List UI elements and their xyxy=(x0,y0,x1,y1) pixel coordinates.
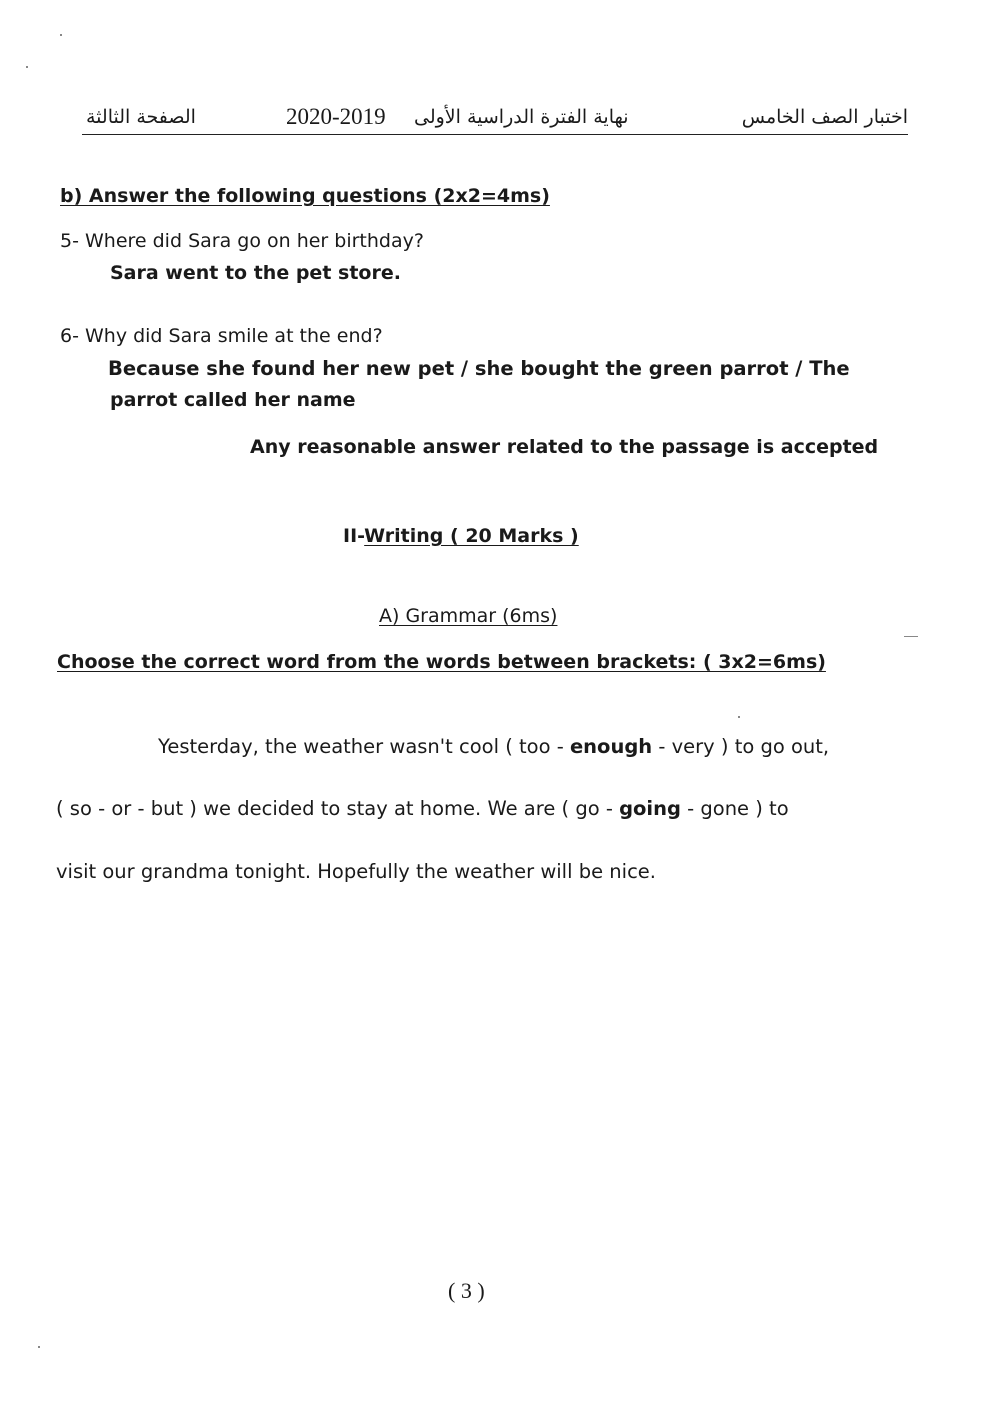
part-b-title: b) Answer the following questions (2x2=4ms) xyxy=(60,185,550,207)
line-1-after: - very ) to go out, xyxy=(652,735,830,758)
grammar-title: A) Grammar (6ms) xyxy=(379,605,558,627)
answer-6-line-1: Because she found her new pet / she bought the green parrot / The xyxy=(108,357,850,380)
writing-title: Writing ( 20 Marks ) xyxy=(364,525,579,547)
answer-5: Sara went to the pet store. xyxy=(110,262,401,284)
grammar-line-1 xyxy=(158,735,829,758)
answer-6-line-2: parrot called her name xyxy=(110,389,356,411)
grammar-line-2 xyxy=(56,797,789,820)
scan-speck xyxy=(738,716,740,718)
marking-note: Any reasonable answer related to the passage is accepted xyxy=(250,436,879,458)
grammar-line-3: visit our grandma tonight. Hopefully the weather will be nice. xyxy=(56,860,656,883)
page-label: الصفحة الثالثة xyxy=(86,106,196,128)
exam-title: اختبار الصف الخامس xyxy=(741,106,908,128)
scan-speck xyxy=(26,66,28,68)
line-2-after: - gone ) to xyxy=(680,797,789,820)
scan-speck xyxy=(904,636,918,637)
header-rule xyxy=(82,134,908,135)
answer-going: going xyxy=(619,797,681,820)
page-number: ( 3 ) xyxy=(448,1278,485,1303)
line-2-before: ( so - or - but ) we decided to stay at home. We are ( go - xyxy=(56,797,620,820)
answer-enough: enough xyxy=(569,735,653,758)
scan-speck xyxy=(38,1346,40,1348)
school-year: 2020-2019 xyxy=(286,104,386,129)
scan-speck xyxy=(60,34,62,36)
writing-heading xyxy=(343,525,579,547)
line-1-before: Yesterday, the weather wasn't cool ( too - xyxy=(158,735,570,758)
term-label: نهاية الفترة الدراسية الأولى xyxy=(414,106,629,128)
question-5: 5- Where did Sara go on her birthday? xyxy=(60,230,424,252)
writing-prefix: II- xyxy=(343,525,365,547)
question-6: 6- Why did Sara smile at the end? xyxy=(60,325,383,347)
grammar-instruction: Choose the correct word from the words between brackets: ( 3x2=6ms) xyxy=(57,651,826,673)
